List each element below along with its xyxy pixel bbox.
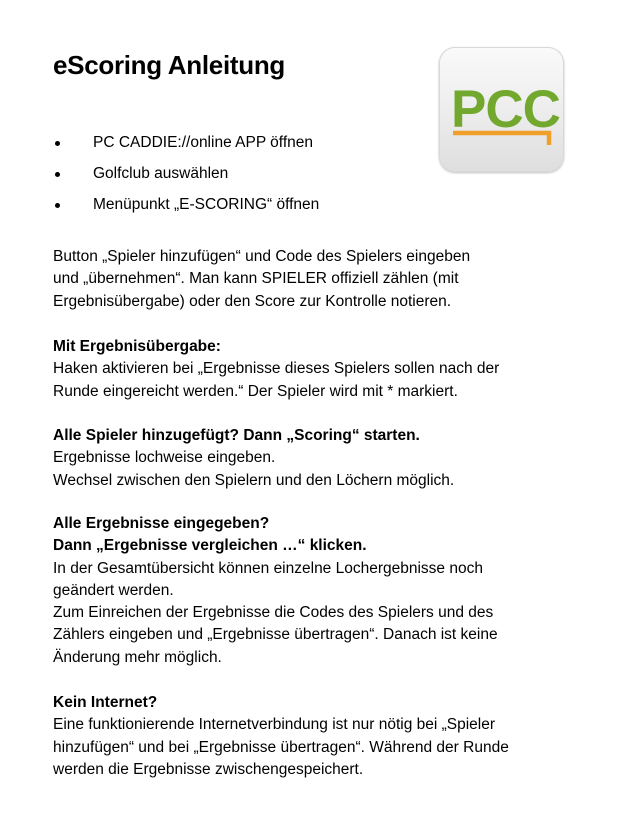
section-vergleichen: [53, 513, 573, 669]
list-item-text: PC CADDIE://online APP öffnen: [93, 134, 313, 151]
section-ergebnisuebergabe: [53, 336, 573, 403]
bullet-dot-icon: [55, 172, 60, 177]
text-line: hinzufügen“ und bei „Ergebnisse übertragen“. Während der Runde: [53, 738, 509, 756]
text-line: Button „Spieler hinzufügen“ und Code des Spielers eingeben: [53, 248, 471, 265]
text-line: Änderung mehr möglich.: [53, 648, 222, 666]
bullet-dot-icon: [55, 203, 60, 208]
text-line: werden die Ergebnisse zwischengespeichert.: [53, 760, 364, 778]
text-line: Wechsel zwischen den Spielern und den Löchern möglich.: [53, 471, 455, 489]
section-heading: Alle Ergebnisse eingegeben?: [53, 515, 270, 532]
text-line: Ergebnisübergabe) oder den Score zur Kontrolle notieren.: [53, 292, 452, 310]
section-scoring: [53, 425, 573, 492]
section-heading: Alle Spieler hinzugefügt? Dann „Scoring“ starten.: [53, 427, 420, 444]
pcc-logo-icon: [439, 47, 564, 172]
pcc-logo-text: PCC: [451, 80, 560, 139]
bullet-dot-icon: [55, 141, 60, 146]
pcc-logo-underline: [453, 133, 549, 145]
section-kein-internet: [53, 692, 573, 781]
list-item-text: Menüpunkt „E-SCORING“ öffnen: [93, 196, 320, 213]
list-item-text: Golfclub auswählen: [93, 165, 229, 182]
text-line: Eine funktionierende Internetverbindung ist nur nötig bei „Spieler: [53, 716, 496, 734]
steps-list: [53, 131, 319, 224]
section-heading: Mit Ergebnisübergabe:: [53, 338, 221, 355]
list-item: [53, 193, 319, 224]
intro-paragraph: [53, 246, 573, 313]
text-line: Haken aktivieren bei „Ergebnisse dieses Spielers sollen nach der: [53, 360, 500, 378]
text-line: und „übernehmen“. Man kann SPIELER offiziell zählen (mit: [53, 270, 459, 288]
section-heading: Kein Internet?: [53, 694, 158, 711]
text-line: geändert werden.: [53, 581, 174, 599]
section-heading: Dann „Ergebnisse vergleichen …“ klicken.: [53, 537, 367, 555]
list-item: [53, 162, 319, 193]
list-item: [53, 131, 319, 162]
page-title: eScoring Anleitung: [53, 50, 285, 80]
text-line: Ergebnisse lochweise eingeben.: [53, 449, 276, 467]
text-line: Zum Einreichen der Ergebnisse die Codes des Spielers und des: [53, 604, 494, 622]
text-line: In der Gesamtübersicht können einzelne Lochergebnisse noch: [53, 559, 483, 577]
text-line: Zählers eingeben und „Ergebnisse übertragen“. Danach ist keine: [53, 626, 498, 644]
text-line: Runde eingereicht werden.“ Der Spieler wird mit * markiert.: [53, 382, 458, 400]
pcc-logo-graphic: [439, 47, 564, 172]
